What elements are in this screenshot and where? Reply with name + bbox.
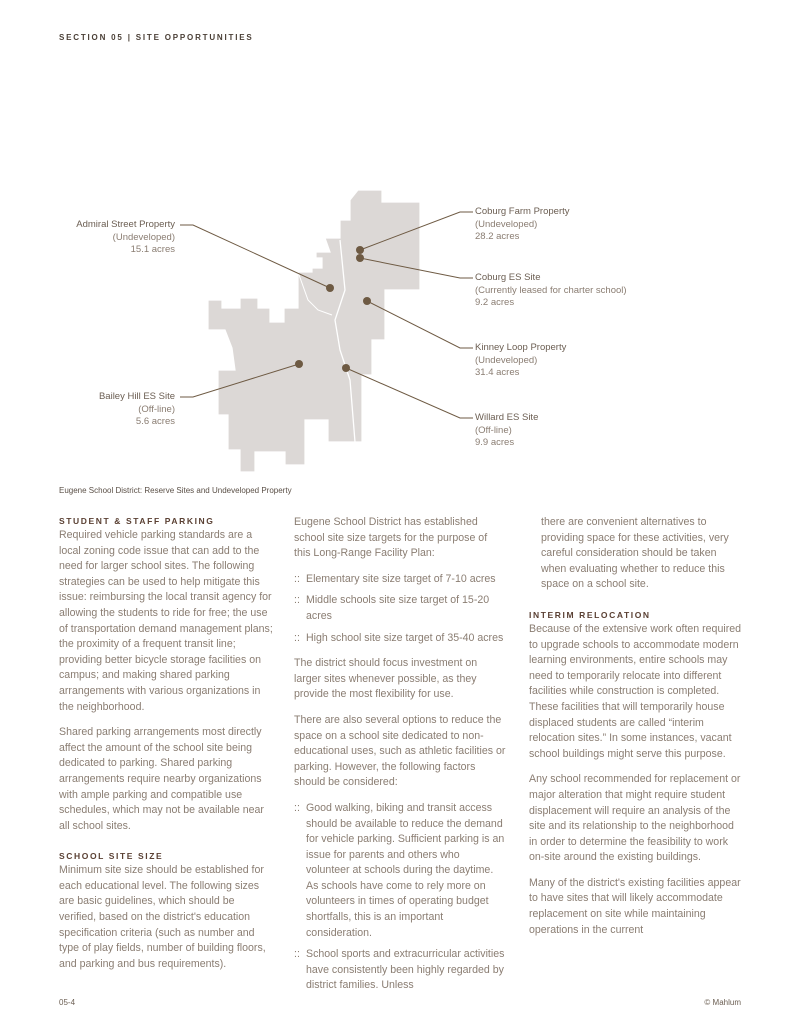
marker-kinney-loop bbox=[363, 297, 371, 305]
paragraph: Shared parking arrangements most directly affect the amount of the school site being dedicated to parking. Shared parking arrangements require nearby organizations with ample parking and compatible use schedules, which may not be available near all school sites. bbox=[59, 726, 264, 832]
site-status: (Off-line) bbox=[138, 403, 175, 415]
site-size-target-list bbox=[294, 572, 506, 646]
site-name: Willard ES Site bbox=[475, 412, 539, 423]
site-label-coburg-farm bbox=[475, 206, 725, 244]
paragraph: Any school recommended for replacement or major alteration that might require student displacement will require an analysis of the site and its relationship to the neighborhood in order to determine the feasibility to work on-site around the existing buildings. bbox=[529, 773, 741, 864]
paragraph: Eugene School District has established school site size targets for the purpose of this Long-Range Facility Plan: bbox=[294, 516, 488, 560]
list-item: :: High school site size target of 35-40 acres bbox=[294, 631, 506, 647]
paragraph: Many of the district's existing facilities appear to have sites that will likely accommodate replacement on site while maintaining operations in the current bbox=[529, 876, 741, 936]
copyright: © Mahlum bbox=[704, 998, 741, 1007]
map-caption: Eugene School District: Reserve Sites and Undeveloped Property bbox=[59, 486, 292, 495]
list-item: :: Good walking, biking and transit access should be available to reduce the demand for vehicle parking. Sufficient parking is an issue for parents and others who volunteer at schools during the daytime. As schools have come to rely more on volunteers in times of operating budget shortfalls, this is an important consideration. bbox=[294, 801, 506, 941]
site-name: Coburg Farm Property bbox=[475, 206, 570, 217]
site-label-willard bbox=[475, 412, 725, 450]
list-item: :: School sports and extracurricular activities have consistently been highly regarded by district families. Unless bbox=[294, 947, 506, 994]
list-item: :: Middle schools site size target of 15-20 acres bbox=[294, 593, 506, 624]
heading-interim-relocation: INTERIM RELOCATION bbox=[529, 609, 651, 620]
site-status: (Currently leased for charter school) bbox=[475, 284, 627, 296]
paragraph: The district should focus investment on larger sites whenever possible, as they provide the most flexibility for use. bbox=[294, 657, 478, 701]
site-label-admiral-street bbox=[40, 219, 175, 257]
column-2 bbox=[294, 515, 506, 1004]
site-size: 28.2 acres bbox=[475, 231, 520, 242]
site-label-bailey-hill bbox=[40, 391, 175, 429]
site-status: (Off-line) bbox=[475, 424, 512, 436]
district-map bbox=[0, 180, 800, 480]
column-1 bbox=[59, 515, 274, 982]
paragraph: there are convenient alternatives to providing space for these activities, very careful consideration should be taken when evaluating whether to reduce this space on a school site. bbox=[541, 516, 729, 591]
marker-coburg-es bbox=[356, 254, 364, 262]
paragraph: Minimum site size should be established for each educational level. The following sizes are basic guidelines, which should be verified, based on the district's education specification criteria (such as number and type of play fields, number of building floors, and parking and bus requirements). bbox=[59, 864, 266, 970]
site-size: 15.1 acres bbox=[130, 244, 175, 255]
site-status: (Undeveloped) bbox=[112, 231, 175, 243]
site-size: 31.4 acres bbox=[475, 367, 520, 378]
paragraph: Because of the extensive work often required to upgrade schools to accommodate modern learning environments, entire schools may need to temporarily relocate into different facilities while construction is completed. These facilities that will temporarily house displaced students are called “interim relocation sites.” In some instances, vacant school buildings might serve this purpose. bbox=[529, 622, 741, 760]
site-label-coburg-es bbox=[475, 272, 725, 310]
site-size: 5.6 acres bbox=[135, 416, 175, 427]
site-name: Coburg ES Site bbox=[475, 272, 541, 283]
site-name: Admiral Street Property bbox=[76, 219, 175, 230]
column-3 bbox=[529, 515, 741, 948]
site-status: (Undeveloped) bbox=[475, 218, 538, 230]
site-name: Bailey Hill ES Site bbox=[98, 391, 175, 402]
site-size: 9.9 acres bbox=[475, 437, 515, 448]
site-status: (Undeveloped) bbox=[475, 354, 538, 366]
site-size: 9.2 acres bbox=[475, 297, 515, 308]
page-number: 05-4 bbox=[59, 998, 76, 1007]
paragraph: Required vehicle parking standards are a local zoning code issue that can add to the need for larger school sites. The following strategies can be used to help mitigate this issue: reimbursing the local transit agency for allowing the students to ride for free; the use of transportation demand management plans; the proximity of a frequent transit line; providing better bicycle storage facilities on campus; and making shared parking arrangements with various organizations in the neighborhood. bbox=[59, 529, 273, 713]
paragraph: There are also several options to reduce the space on a school site dedicated to non-educational uses, such as athletic facilities or parking. However, the following factors should be considered: bbox=[294, 713, 506, 789]
heading-student-staff-parking: STUDENT & STAFF PARKING bbox=[59, 516, 215, 526]
section-header: SECTION 05 | SITE OPPORTUNITIES bbox=[59, 33, 254, 42]
list-item: :: Elementary site size target of 7-10 acres bbox=[294, 572, 506, 588]
marker-bailey-hill bbox=[295, 360, 303, 368]
site-name: Kinney Loop Property bbox=[475, 342, 567, 353]
site-label-kinney-loop bbox=[475, 342, 725, 380]
district-boundary-shape bbox=[208, 190, 420, 472]
marker-willard bbox=[342, 364, 350, 372]
considerations-list bbox=[294, 801, 506, 994]
heading-school-site-size: SCHOOL SITE SIZE bbox=[59, 851, 164, 862]
marker-coburg-farm bbox=[356, 246, 364, 254]
marker-admiral-street bbox=[326, 284, 334, 292]
